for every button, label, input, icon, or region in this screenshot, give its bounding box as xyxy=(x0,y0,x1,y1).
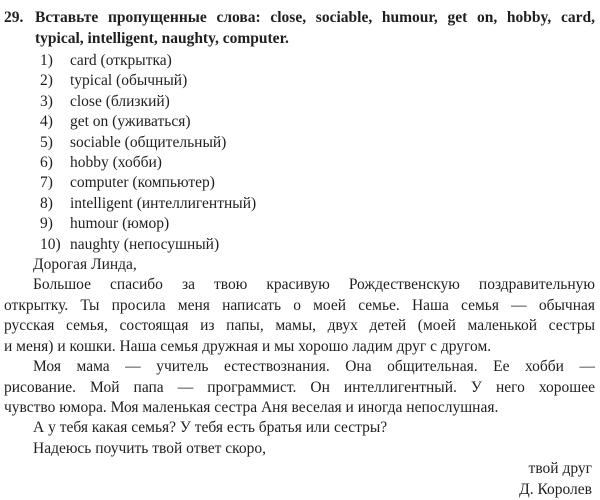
list-item-number: 4) xyxy=(40,113,53,131)
closing-phrase: твой друг xyxy=(528,460,592,478)
list-item-text: hobby (хобби) xyxy=(70,154,162,172)
list-item-text: intelligent (интеллигентный) xyxy=(70,194,257,212)
list-item-text: humour (юмор) xyxy=(70,215,170,233)
list-item xyxy=(40,51,595,71)
list-item-text: card (открытка) xyxy=(70,52,172,69)
letter-line: открытку. Ты просила меня написать о моей семье. Наша семья — обычная xyxy=(4,296,595,314)
list-item xyxy=(40,92,595,112)
list-item xyxy=(40,133,595,153)
signature-name: Д. Королев xyxy=(519,480,592,498)
exercise-header xyxy=(4,7,595,49)
list-item-number: 10) xyxy=(40,235,61,253)
letter-line: и меня) и кошки. Наша семья дружная и мы хорошо ладим друг с другом. xyxy=(4,337,492,355)
list-item-number: 8) xyxy=(40,194,53,212)
list-item xyxy=(40,194,595,214)
letter-line: А у тебя какая семья? У тебя есть братья или сестры? xyxy=(33,419,388,437)
list-item xyxy=(40,235,595,255)
list-item-number: 1) xyxy=(40,52,53,69)
list-item xyxy=(40,173,595,193)
list-item-text: typical (обычный) xyxy=(70,72,188,90)
list-item-text: get on (уживаться) xyxy=(70,113,191,131)
word-list xyxy=(40,51,595,255)
letter-line: русская семья, состоящая из папы, мамы, двух детей (моей маленькой сестры xyxy=(4,317,595,335)
letter-line: чувство юмора. Моя маленькая сестра Аня веселая и иногда непослушная. xyxy=(4,398,499,416)
list-item xyxy=(40,214,595,234)
list-item-number: 6) xyxy=(40,154,53,172)
letter-line: рисование. Мой папа — программист. Он интеллигентный. У него хорошее xyxy=(4,378,595,396)
list-item-number: 2) xyxy=(40,72,53,90)
list-item-text: sociable (общительный) xyxy=(70,133,227,151)
list-item-number: 3) xyxy=(40,92,53,110)
exercise-task: Вставьте пропущенные слова: close, sociable, humour, get on, hobby, card, typical, intelligent, naughty, computer. xyxy=(35,9,595,47)
list-item-text: naughty (непосушный) xyxy=(70,235,220,253)
letter-line: Большое спасибо за твою красивую Рождественскую поздравительную xyxy=(33,276,595,294)
list-item xyxy=(40,153,595,173)
list-item-text: computer (компьютер) xyxy=(70,174,215,192)
list-item-number: 5) xyxy=(40,133,53,151)
letter-closing xyxy=(4,459,595,500)
list-item-text: close (близкий) xyxy=(70,92,170,110)
letter-line: Надеюсь поучить твой ответ скоро, xyxy=(33,439,266,457)
list-item xyxy=(40,71,595,91)
list-item-number: 9) xyxy=(40,215,53,233)
exercise-number: 29. xyxy=(4,9,24,26)
letter-salutation: Дорогая Линда, xyxy=(33,256,137,274)
letter xyxy=(4,255,595,500)
list-item-number: 7) xyxy=(40,174,53,192)
list-item xyxy=(40,112,595,132)
letter-line: Моя мама — учитель естествознания. Она общительная. Ее хобби — xyxy=(33,358,595,376)
